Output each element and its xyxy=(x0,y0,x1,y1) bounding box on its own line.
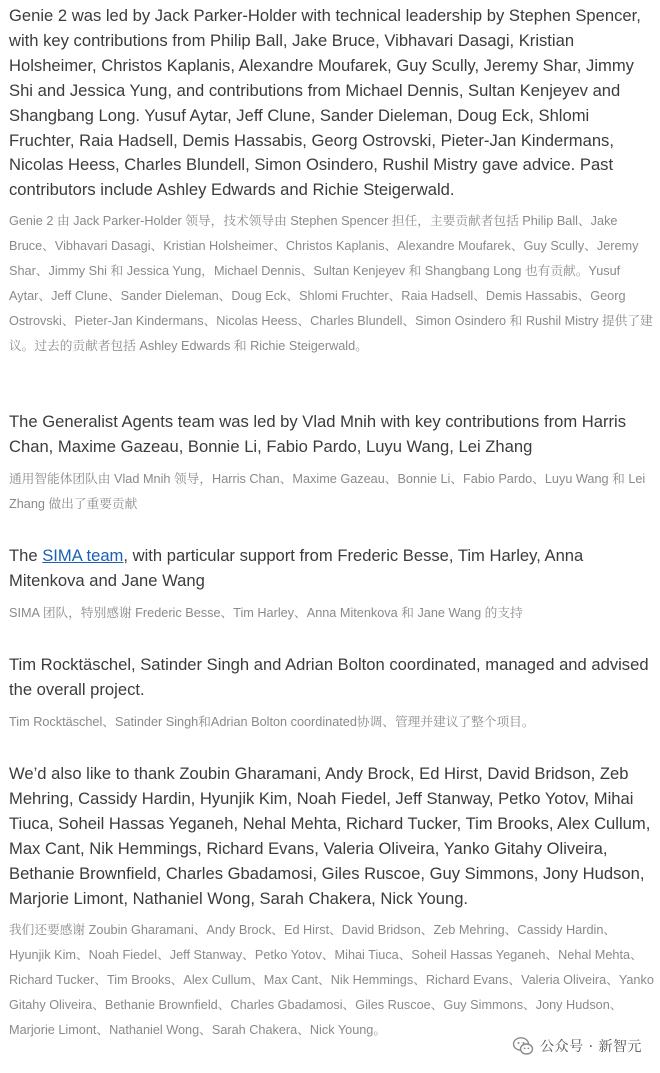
english-paragraph: Genie 2 was led by Jack Parker-Holder with technical leadership by Stephen Spencer, with key contributions from Philip Ball, Jake Bruce, Vibhavari Dasagi, Kristian Holsheimer, Christos Kaplanis, Alexandre Moufarek, Guy Scully, Jeremy Shar, Jimmy Shi and Jessica Yung, and contributions from Michael Dennis, Sultan Kenjeyev and Shangbang Long. Yusuf Aytar, Jeff Clune, Sander Dieleman, Doug Eck, Shlomi Fruchter, Raia Hadsell, Demis Hassabis, Georg Ostrovski, Pieter-Jan Kindermans, Nicolas Heess, Charles Blundell, Simon Osindero, Rushil Mistry gave advice. Past contributors include Ashley Edwards and Richie Steigerwald. xyxy=(9,6,641,200)
chinese-translation: 我们还要感谢 Zoubin Gharamani、Andy Brock、Ed Hirst、David Bridson、Zeb Mehring、Cassidy Hardin、Hyunjik Kim、Noah Fiedel、Jeff Stanway、Petko Yotov、Mihai Tiuca、Soheil Hassas Yeganeh、Nehal Mehta、Richard Tucker、Tim Brooks、Alex Cullum、Max Cant、Nik Hemmings、Richard Evans、Valeria Oliveira、Yanko Gitahy Oliveira、Bethanie Brownfield、Charles Gbadamosi、Giles Ruscoe、Guy Simmons、Jony Hudson、Marjorie Limont、Nathaniel Wong、Sarah Chakera、Nick Young。 xyxy=(9,923,654,1038)
sima-team-link[interactable]: SIMA team xyxy=(42,546,124,565)
wechat-icon xyxy=(512,1035,534,1057)
english-paragraph: Tim Rocktäschel, Satinder Singh and Adrian Bolton coordinated, managed and advised the overall project. xyxy=(9,655,649,699)
paragraph-suffix: , with particular support from Frederic Besse, Tim Harley, Anna Mitenkova and Jane Wang xyxy=(9,546,584,590)
english-paragraph: We’d also like to thank Zoubin Gharamani, Andy Brock, Ed Hirst, David Bridson, Zeb Mehring, Cassidy Hardin, Hyunjik Kim, Noah Fiedel, Jeff Stanway, Petko Yotov, Mihai Tiuca, Soheil Hassas Yeganeh, Nehal Mehta, Richard Tucker, Tim Brooks, Alex Cullum, Max Cant, Nik Hemmings, Richard Evans, Valeria Oliveira, Yanko Gitahy Oliveira, Bethanie Brownfield, Charles Gbadamosi, Giles Ruscoe, Guy Simmons, Jony Hudson, Marjorie Limont, Nathaniel Wong, Sarah Chakera, Nick Young. xyxy=(9,764,651,908)
chinese-translation: Genie 2 由 Jack Parker-Holder 领导，技术领导由 Stephen Spencer 担任，主要贡献者包括 Philip Ball、Jake Bruce、Vibhavari Dasagi、Kristian Holsheimer、Christos Kaplanis、Alexandre Moufarek、Guy Scully、Jeremy Shar、Jimmy Shi 和 Jessica Yung，Michael Dennis、Sultan Kenjeyev 和 Shangbang Long 也有贡献。Yusuf Aytar、Jeff Clune、Sander Dieleman、Doug Eck、Shlomi Fruchter、Raia Hadsell、Demis Hassabis、Georg Ostrovski、Pieter-Jan Kindermans、Nicolas Heess、Charles Blundell、Simon Osindero 和 Rushil Mistry 提供了建议。过去的贡献者包括 Ashley Edwards 和 Richie Steigerwald。 xyxy=(9,214,653,354)
wechat-watermark xyxy=(508,1033,646,1059)
credits-section-coordination xyxy=(9,653,654,735)
chinese-translation: Tim Rocktäschel、Satinder Singh和Adrian Bolton coordinated协调、管理并建议了整个项目。 xyxy=(9,714,535,729)
credits-section-thanks xyxy=(9,762,654,1043)
credits-page xyxy=(9,4,654,1038)
credits-section-generalist-agents xyxy=(9,410,654,517)
chinese-translation: SIMA 团队，特别感谢 Frederic Besse、Tim Harley、Anna Mitenkova 和 Jane Wang 的支持 xyxy=(9,605,523,620)
credits-section-sima xyxy=(9,544,654,626)
watermark-text: 公众号 · 新智元 xyxy=(540,1039,642,1055)
english-paragraph xyxy=(9,544,654,594)
chinese-translation: 通用智能体团队由 Vlad Mnih 领导，Harris Chan、Maxime Gazeau、Bonnie Li、Fabio Pardo、Luyu Wang 和 Lei Zhang 做出了重要贡献 xyxy=(9,471,646,511)
paragraph-prefix: The xyxy=(9,546,43,565)
english-paragraph: The Generalist Agents team was led by Vlad Mnih with key contributions from Harris Chan, Maxime Gazeau, Bonnie Li, Fabio Pardo, Luyu Wang, Lei Zhang xyxy=(9,412,626,456)
credits-section-genie2 xyxy=(9,4,654,359)
